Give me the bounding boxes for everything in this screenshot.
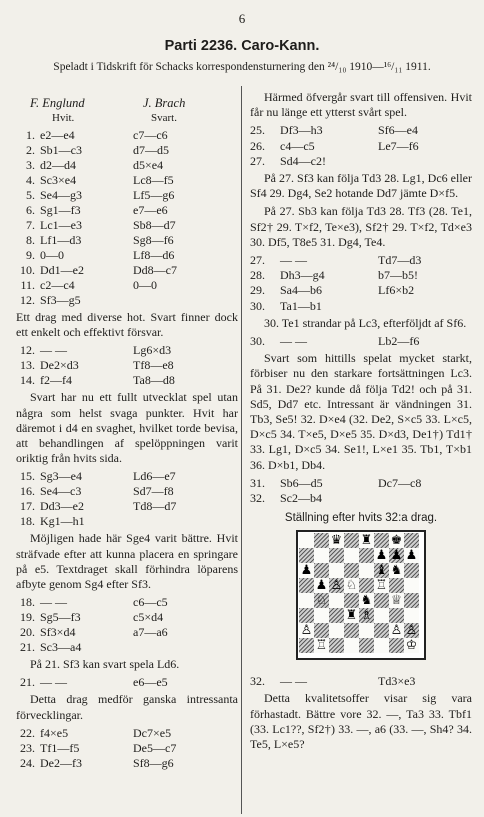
white-move: Tf1—f5: [40, 740, 80, 755]
black-label: Svart.: [151, 112, 177, 124]
white-move: — —: [40, 343, 67, 358]
move-number: 10.: [20, 263, 35, 277]
white-move: De2—f3: [40, 755, 82, 770]
annotation-text: Detta drag medför ganska intressanta förvecklingar.: [16, 692, 238, 722]
white-move: Kg1—h1: [40, 514, 85, 529]
board-square: [299, 593, 314, 608]
move-row: [16, 143, 238, 158]
move-row: [250, 268, 472, 283]
move-row: [16, 625, 238, 640]
board-square: [359, 608, 374, 623]
annotation-text: 30. Te1 strandar på Lc3, efterföljdt af Sf6.: [264, 315, 467, 330]
chess-piece-icon: ♝: [375, 563, 388, 579]
white-move: Sb6—d5: [280, 475, 323, 490]
move-row: [16, 610, 238, 625]
move-row: [250, 139, 472, 154]
chess-piece-icon: ♜: [345, 608, 358, 624]
board-square: [344, 638, 359, 653]
white-move: c2—c4: [40, 278, 75, 292]
move-row: [16, 595, 238, 610]
black-move: e7—e6: [133, 203, 168, 217]
move-number: 13.: [20, 358, 35, 373]
diagram-caption: Ställning efter hvits 32:a drag.: [284, 512, 438, 525]
white-move: f4×e5: [40, 725, 69, 740]
white-move: — —: [40, 675, 67, 690]
move-row: [16, 514, 238, 529]
move-row: [16, 469, 238, 484]
move-number: 20.: [20, 625, 35, 640]
move-number: 4.: [26, 173, 35, 187]
board-square: [404, 608, 419, 623]
board-square: [344, 608, 359, 623]
move-number: 32.: [250, 674, 265, 689]
annotation-text: På 27. Sf3 kan följa Td3 28. Lg1, Dc6 eller Sf4 29. Dg4, Se2 hotande Dd7 jämte D×f5.: [250, 170, 472, 201]
move-row: [16, 373, 238, 388]
move-number: 14.: [20, 373, 35, 388]
move-number: 28.: [250, 268, 265, 283]
white-move: — —: [280, 674, 307, 689]
board-square: [404, 533, 419, 548]
board-square: [299, 563, 314, 578]
board-square: [389, 608, 404, 623]
chess-piece-icon: ♙: [300, 623, 313, 639]
board-square: [359, 533, 374, 548]
board-square: [389, 593, 404, 608]
move-row: [250, 154, 472, 169]
board-square: [389, 563, 404, 578]
move-row: [16, 278, 238, 293]
black-move: Td7—d3: [378, 252, 422, 267]
chess-piece-icon: ♜: [360, 533, 373, 549]
board-square: [329, 548, 344, 563]
board-square: [329, 533, 344, 548]
chess-piece-icon: ♗: [360, 608, 373, 624]
white-label: Hvit.: [52, 112, 75, 124]
board-square: [314, 638, 329, 653]
white-move: 0—0: [40, 248, 64, 262]
column-divider: [241, 86, 242, 814]
move-number: 11.: [20, 278, 35, 292]
board-square: [299, 638, 314, 653]
board-square: [299, 578, 314, 593]
white-move: Sg1—f3: [40, 203, 81, 217]
board-square: [359, 623, 374, 638]
page-number: 6: [238, 11, 246, 26]
move-row: [16, 218, 238, 233]
chess-piece-icon: ♖: [375, 578, 388, 594]
move-row: [16, 499, 238, 514]
board-square: [359, 638, 374, 653]
annotation-text: Härmed öfvergår svart till offensiven. Hvit får nu länge ett ytterst svårt spel.: [250, 90, 472, 120]
board-square: [314, 578, 329, 593]
board-square: [374, 578, 389, 593]
move-list: [250, 123, 472, 169]
board-square: [329, 593, 344, 608]
board-square: [329, 608, 344, 623]
move-number: 30.: [250, 298, 265, 313]
move-list: [16, 469, 238, 529]
board-square: [314, 593, 329, 608]
chess-piece-icon: ♘: [345, 578, 358, 594]
black-move: De5—c7: [133, 740, 177, 755]
move-number: 2.: [26, 143, 35, 157]
move-list: [16, 726, 238, 771]
white-move: Se4—g3: [40, 188, 82, 202]
board-square: [389, 548, 404, 563]
color-header-row: [16, 112, 238, 128]
black-move: Sf8—g6: [133, 755, 174, 770]
board-square: [344, 563, 359, 578]
board-square: [329, 578, 344, 593]
black-move: c7—c6: [133, 128, 168, 142]
white-move: Sg3—e4: [40, 469, 82, 484]
chess-piece-icon: ♚: [390, 533, 403, 549]
move-row: [250, 491, 472, 506]
move-number: 3.: [26, 158, 35, 172]
white-move: f2—f4: [40, 373, 72, 388]
move-row: [16, 248, 238, 263]
white-move: Sc2—b4: [280, 490, 322, 505]
board-square: [344, 623, 359, 638]
board-square: [359, 593, 374, 608]
chess-piece-icon: ♞: [360, 593, 373, 609]
board-square: [389, 638, 404, 653]
chess-board: [299, 533, 423, 653]
board-square: [389, 533, 404, 548]
board-square: [314, 533, 329, 548]
board-square: [344, 548, 359, 563]
white-move: Ta1—b1: [280, 298, 322, 313]
board-square: [329, 623, 344, 638]
board-square: [299, 548, 314, 563]
move-row: [16, 343, 238, 358]
board-square: [374, 623, 389, 638]
move-row: [250, 283, 472, 298]
white-move: c4—c5: [280, 138, 315, 153]
white-move: Sc3×e4: [40, 173, 77, 187]
move-number: 22.: [20, 725, 35, 740]
chess-piece-icon: ♖: [315, 638, 328, 654]
black-move: Td8—d7: [133, 499, 177, 514]
black-move: Sb8—d7: [133, 218, 176, 232]
move-row: [16, 173, 238, 188]
black-move: Dc7—c8: [378, 475, 422, 490]
chess-piece-icon: ♘: [315, 593, 328, 609]
move-number: 15.: [20, 469, 35, 484]
move-number: 27.: [250, 153, 265, 168]
move-row: [16, 293, 238, 308]
move-row: [250, 334, 472, 349]
move-row: [16, 263, 238, 278]
board-square: [404, 638, 419, 653]
black-move: e6—e5: [133, 675, 168, 690]
white-move: — —: [40, 595, 67, 610]
game-subtitle: Speladt i Tidskrift för Schacks korrespondensturnering den ²⁴/₁₀ 1910—¹⁶/₁₁ 1911.: [53, 61, 431, 73]
black-move: Dd8—c7: [133, 263, 177, 277]
annotation-text: Svart har nu ett fullt utvecklat spel utan några som helst svaga punkter. Hvit har däremot i d4 en svaghet, hvilket torde bevisa, att behandlingen af spelöppningen varit oriktig från hvits sida.: [16, 390, 238, 466]
white-move: Lc1—e3: [40, 218, 82, 232]
black-move: Le7—f6: [378, 138, 419, 153]
move-row: [16, 484, 238, 499]
move-number: 27.: [250, 252, 265, 267]
move-number: 29.: [250, 283, 265, 298]
chess-piece-icon: ♟: [375, 548, 388, 564]
black-move: Lb2—f6: [378, 333, 420, 348]
black-move: d5×e4: [133, 158, 164, 172]
black-move: Td3×e3: [378, 674, 416, 689]
chess-piece-icon: ♟: [315, 578, 328, 594]
white-move: Sb1—c3: [40, 143, 82, 157]
board-square: [359, 563, 374, 578]
move-row: [16, 158, 238, 173]
black-move: Ta8—d8: [133, 373, 175, 388]
move-number: 18.: [20, 514, 35, 529]
black-player: J. Brach: [143, 96, 186, 110]
black-move: Sd7—f8: [133, 484, 174, 499]
black-move: Tf8—e8: [133, 358, 174, 373]
left-column: [16, 96, 238, 771]
move-number: 16.: [20, 484, 35, 499]
board-square: [299, 623, 314, 638]
move-list: [250, 476, 472, 506]
black-move: c6—c5: [133, 595, 168, 610]
board-square: [404, 578, 419, 593]
move-list: [250, 253, 472, 314]
move-list: [250, 674, 472, 689]
move-number: 7.: [26, 218, 35, 232]
move-number: 26.: [250, 138, 265, 153]
chess-piece-icon: ♞: [390, 563, 403, 579]
chess-piece-icon: ♙: [405, 623, 418, 639]
move-list: [250, 334, 472, 349]
move-list: [16, 595, 238, 655]
white-move: Dd1—e2: [40, 263, 84, 277]
move-number: 17.: [20, 499, 35, 514]
chess-piece-icon: ♟: [405, 548, 418, 564]
black-move: Lf8—d6: [133, 248, 175, 262]
move-number: 8.: [26, 233, 35, 247]
move-row: [250, 123, 472, 138]
move-list: [16, 343, 238, 388]
move-row: [16, 756, 238, 771]
move-number: 12.: [20, 293, 35, 307]
move-number: 21.: [20, 640, 35, 655]
annotation-text: På 21. Sf3 kan svart spela Ld6.: [30, 657, 180, 672]
board-square: [404, 623, 419, 638]
board-square: [314, 548, 329, 563]
board-square: [314, 608, 329, 623]
move-list: [16, 128, 238, 308]
white-move: Sc3—a4: [40, 640, 82, 655]
board-square: [314, 623, 329, 638]
chess-piece-icon: ♙: [390, 623, 403, 639]
move-number: 30.: [250, 333, 265, 348]
board-square: [344, 533, 359, 548]
move-row: [250, 674, 472, 689]
board-square: [404, 593, 419, 608]
white-move: Sg5—f3: [40, 610, 81, 625]
move-row: [16, 741, 238, 756]
black-move: Lg6×d3: [133, 343, 172, 358]
move-number: 12.: [20, 343, 35, 358]
chess-piece-icon: ♙: [330, 578, 343, 594]
move-row: [16, 188, 238, 203]
move-number: 5.: [26, 188, 35, 202]
annotation-text: Ett drag med diverse hot. Svart finner dock ett enkelt och effektivt försvar.: [16, 310, 238, 340]
board-square: [374, 638, 389, 653]
board-square: [299, 608, 314, 623]
white-move: Dh3—g4: [280, 268, 325, 283]
white-move: De2×d3: [40, 358, 79, 373]
white-move: — —: [280, 333, 307, 348]
annotation-text: Detta kvalitetsoffer visar sig vara förhastadt. Bättre vore 32. —, Ta3 33. Tbf1 (33. Lc1??, Sf2†) 33. —, a6 (33. —, Sh4? 34. Te5, L×e5?: [250, 691, 472, 751]
move-row: [16, 128, 238, 143]
chess-diagram: [296, 530, 426, 660]
board-square: [389, 623, 404, 638]
black-move: 0—0: [133, 278, 157, 292]
chess-piece-icon: ♟: [390, 548, 403, 564]
move-number: 19.: [20, 610, 35, 625]
white-move: Sf3—g5: [40, 293, 81, 307]
move-number: 23.: [20, 740, 35, 755]
white-move: e2—e4: [40, 128, 75, 142]
right-column: [250, 90, 472, 755]
chess-piece-icon: ♕: [390, 593, 403, 609]
black-move: d7—d5: [133, 143, 169, 157]
white-player: F. Englund: [30, 96, 85, 110]
chess-piece-icon: ♛: [330, 533, 343, 549]
move-number: 18.: [20, 595, 35, 610]
black-move: Lf5—g6: [133, 188, 175, 202]
black-move: a7—a6: [133, 625, 168, 640]
move-number: 1.: [26, 128, 35, 142]
black-move: c5×d4: [133, 610, 164, 625]
board-square: [374, 548, 389, 563]
board-square: [389, 578, 404, 593]
black-move: Sf6—e4: [378, 123, 418, 138]
board-square: [344, 593, 359, 608]
white-move: Sa4—b6: [280, 283, 322, 298]
move-number: 24.: [20, 755, 35, 770]
move-row: [250, 476, 472, 491]
move-row: [16, 640, 238, 655]
move-number: 25.: [250, 123, 265, 138]
white-move: Lf1—d3: [40, 233, 82, 247]
white-move: Dd3—e2: [40, 499, 84, 514]
move-row: [16, 675, 238, 690]
white-move: d2—d4: [40, 158, 76, 172]
annotation-text: På 27. Sb3 kan följa Td3 28. Tf3 (28. Te1, Sf2† 29. T×f2, Te×e3), Sf2† 29. T×f2, Td×e3 30. Df5, T8e5 31. Dg4, Te4.: [250, 204, 472, 249]
board-square: [374, 533, 389, 548]
board-square: [374, 563, 389, 578]
move-row: [250, 299, 472, 314]
black-move: Sg8—f6: [133, 233, 174, 247]
black-move: Lc8—f5: [133, 173, 174, 187]
move-row: [16, 233, 238, 248]
board-square: [374, 608, 389, 623]
move-number: 21.: [20, 675, 35, 690]
move-number: 9.: [26, 248, 35, 262]
black-move: Lf6×b2: [378, 283, 415, 298]
white-move: Df3—h3: [280, 123, 323, 138]
board-square: [299, 533, 314, 548]
annotation-text: Svart som hittills spelat mycket starkt, förbiser nu den starkare fortsättningen Lc3. På 31. De2? kunde då följa Td2! och på 31. Sd5, Dd7 etc. Intressant är vändningen 31. Tb3, Se5! 32. D×e4 (32. De2, S×c5 33. L×c5, D×c5 34. T×e5, D×e5 35. D×d3, De1†) Td1† 33. Lg1, D×c5 34. Se1!, L×e1 35. Tb1, T×b1 36. D×b1, Db4.: [250, 351, 472, 472]
black-move: b7—b5!: [378, 268, 418, 283]
white-move: Se4—c3: [40, 484, 82, 499]
move-row: [250, 253, 472, 268]
board-square: [359, 578, 374, 593]
move-number: 32.: [250, 490, 265, 505]
board-square: [329, 638, 344, 653]
chess-piece-icon: ♔: [405, 638, 418, 654]
board-square: [374, 593, 389, 608]
board-square: [314, 563, 329, 578]
white-move: Sf3×d4: [40, 625, 76, 640]
move-number: 31.: [250, 475, 265, 490]
white-move: — —: [280, 252, 307, 267]
move-row: [16, 203, 238, 218]
move-row: [16, 358, 238, 373]
board-square: [329, 563, 344, 578]
white-move: Sd4—c2!: [280, 153, 326, 168]
black-move: Ld6—e7: [133, 469, 176, 484]
players-row: [16, 96, 238, 112]
board-square: [404, 563, 419, 578]
chess-piece-icon: ♟: [300, 563, 313, 579]
game-title: Parti 2236. Caro-Kann.: [164, 38, 320, 54]
board-square: [404, 548, 419, 563]
board-square: [344, 578, 359, 593]
move-row: [16, 726, 238, 741]
annotation-text: Möjligen hade här Sge4 varit bättre. Hvit sträfvade efter att kunna placera en springare på e5. Textdraget skall förhindra löparens afbyte genom Sg4 efter Sf3.: [16, 531, 238, 592]
black-move: Dc7×e5: [133, 725, 172, 740]
board-square: [359, 548, 374, 563]
move-list: [16, 675, 238, 690]
move-number: 6.: [26, 203, 35, 217]
